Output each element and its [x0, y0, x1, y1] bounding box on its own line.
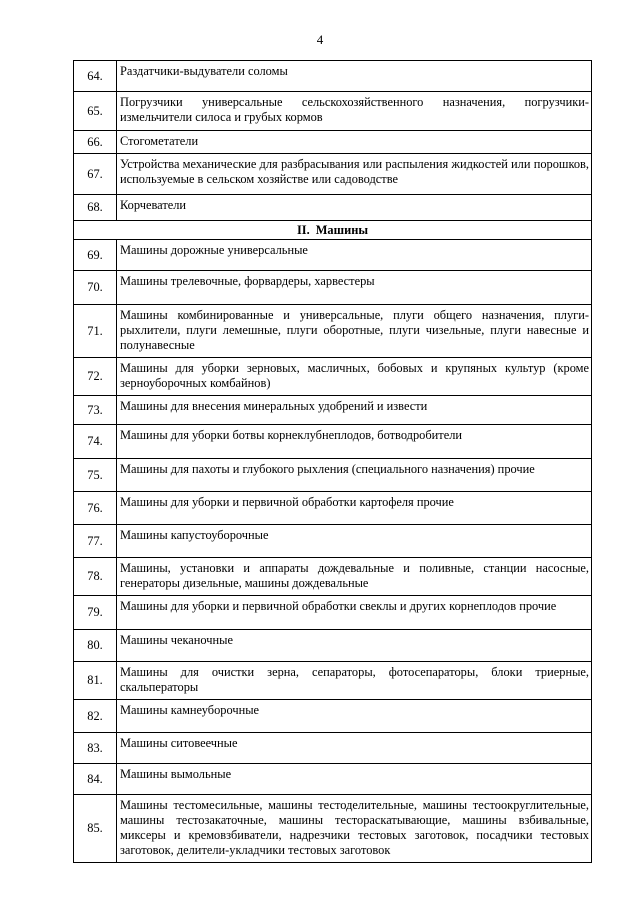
row-number: 80.: [74, 630, 117, 662]
table-row: [74, 195, 592, 221]
table-row: [74, 795, 592, 863]
row-number: 84.: [74, 764, 117, 795]
table-row: [74, 662, 592, 700]
section-number: II.: [296, 223, 310, 237]
table-row: [74, 630, 592, 662]
row-number: 77.: [74, 525, 117, 558]
section-title: Машины: [315, 223, 369, 237]
row-number: 75.: [74, 459, 117, 492]
row-text: Машины вымольные: [117, 764, 592, 795]
table-row: [74, 396, 592, 425]
row-text: Машины камнеуборочные: [117, 700, 592, 733]
row-number: 76.: [74, 492, 117, 525]
row-number: 72.: [74, 358, 117, 396]
row-number: 64.: [74, 61, 117, 92]
row-number: 66.: [74, 131, 117, 154]
row-text: Машины для уборки и первичной обработки картофеля прочие: [117, 492, 592, 525]
row-text: Стогометатели: [117, 131, 592, 154]
row-number: 85.: [74, 795, 117, 863]
row-text: Машины ситовеечные: [117, 733, 592, 764]
row-text: Машины, установки и аппараты дождевальные и поливные, станции насосные, генераторы дизельные, машины дождевальные: [117, 558, 592, 596]
table-row: [74, 459, 592, 492]
table-row: [74, 558, 592, 596]
row-text: Машины дорожные универсальные: [117, 240, 592, 271]
row-number: 81.: [74, 662, 117, 700]
section-heading-row: [74, 221, 592, 240]
row-number: 73.: [74, 396, 117, 425]
row-text: Машины трелевочные, форвардеры, харвестеры: [117, 271, 592, 305]
row-number: 71.: [74, 305, 117, 358]
row-number: 70.: [74, 271, 117, 305]
table-row: [74, 425, 592, 459]
row-text: Раздатчики-выдуватели соломы: [117, 61, 592, 92]
table-row: [74, 92, 592, 131]
table-row: [74, 240, 592, 271]
row-number: 78.: [74, 558, 117, 596]
row-text: Машины чеканочные: [117, 630, 592, 662]
table-row: [74, 358, 592, 396]
table-row: [74, 733, 592, 764]
row-number: 68.: [74, 195, 117, 221]
row-text: Машины для очистки зерна, сепараторы, фотосепараторы, блоки триерные, скальператоры: [117, 662, 592, 700]
row-number: 65.: [74, 92, 117, 131]
table-row: [74, 154, 592, 195]
table-row: [74, 271, 592, 305]
row-number: 79.: [74, 596, 117, 630]
row-number: 83.: [74, 733, 117, 764]
row-text: Машины для внесения минеральных удобрений и извести: [117, 396, 592, 425]
page-number: 4: [316, 32, 324, 47]
table-row: [74, 525, 592, 558]
table-row: [74, 764, 592, 795]
row-text: Машины для уборки зерновых, масличных, бобовых и крупяных культур (кроме зерноуборочных комбайнов): [117, 358, 592, 396]
row-text: Машины для уборки и первичной обработки свеклы и других корнеплодов прочие: [117, 596, 592, 630]
table-row: [74, 596, 592, 630]
row-text: Машины капустоуборочные: [117, 525, 592, 558]
section-heading: [74, 221, 592, 240]
row-number: 67.: [74, 154, 117, 195]
row-number: 74.: [74, 425, 117, 459]
table-row: [74, 700, 592, 733]
row-text: Корчеватели: [117, 195, 592, 221]
row-text: Машины тестомесильные, машины тестоделительные, машины тестоокруглительные, машины тестозакаточные, машины тестораскатывающие, машины взбивальные, миксеры и кремовзбиватели, надрезчики тестовых заготовок, посадчики тестовых заготовок, делители-укладчики тестовых заготовок: [117, 795, 592, 863]
equipment-list-table: [73, 60, 592, 863]
table-row: [74, 492, 592, 525]
row-text: Машины для пахоты и глубокого рыхления (специального назначения) прочие: [117, 459, 592, 492]
table-row: [74, 61, 592, 92]
row-text: Погрузчики универсальные сельскохозяйственного назначения, погрузчики-измельчители силоса и грубых кормов: [117, 92, 592, 131]
table-row: [74, 131, 592, 154]
table-row: [74, 305, 592, 358]
row-text: Устройства механические для разбрасывания или распыления жидкостей или порошков, используемые в сельском хозяйстве или садоводстве: [117, 154, 592, 195]
row-text: Машины для уборки ботвы корнеклубнеплодов, ботводробители: [117, 425, 592, 459]
row-text: Машины комбинированные и универсальные, плуги общего назначения, плуги-рыхлители, плуги лемешные, плуги оборотные, плуги чизельные, плуги навесные и полунавесные: [117, 305, 592, 358]
row-number: 82.: [74, 700, 117, 733]
row-number: 69.: [74, 240, 117, 271]
